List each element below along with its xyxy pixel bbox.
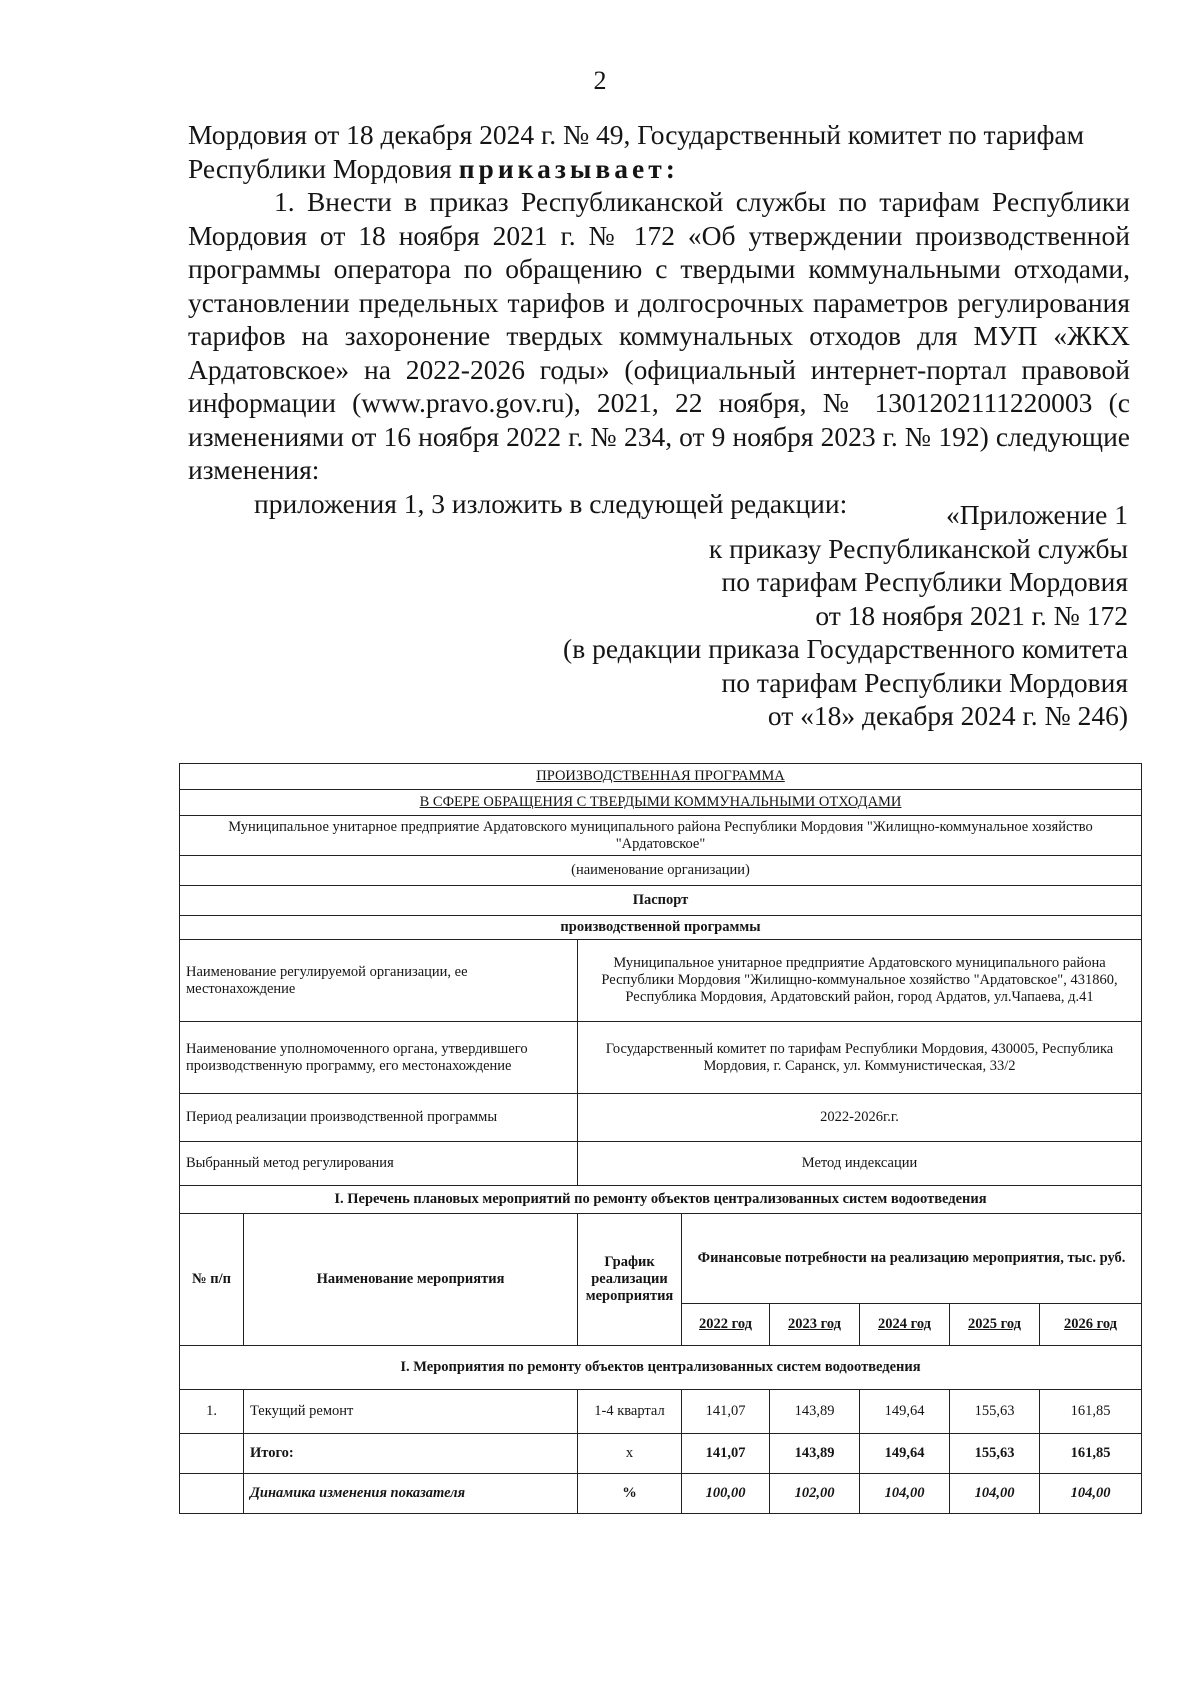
col-header-year: 2023 год bbox=[770, 1304, 860, 1346]
passport-label: Период реализации производственной программы bbox=[180, 1094, 578, 1142]
passport-value: Метод индексации bbox=[578, 1142, 1142, 1186]
passport-label: Выбранный метод регулирования bbox=[180, 1142, 578, 1186]
approval-line-6: по тарифам Республики Мордовия bbox=[721, 666, 1128, 698]
cell-name: Текущий ремонт bbox=[244, 1390, 578, 1434]
dynamics-label: Динамика изменения показателя bbox=[244, 1474, 578, 1514]
total-value: 143,89 bbox=[770, 1434, 860, 1474]
approval-block bbox=[563, 498, 1128, 733]
passport-row bbox=[180, 940, 1142, 1022]
col-header-schedule: График реализации мероприятия bbox=[578, 1214, 682, 1346]
dynamics-value: 104,00 bbox=[1040, 1474, 1142, 1514]
passport-label: Наименование регулируемой организации, ее местонахождение bbox=[180, 940, 578, 1022]
passport-row bbox=[180, 1142, 1142, 1186]
dynamics-value: 104,00 bbox=[950, 1474, 1040, 1514]
table-title-1: ПРОИЗВОДСТВЕННАЯ ПРОГРАММА bbox=[180, 764, 1142, 790]
col-header-finance: Финансовые потребности на реализацию мероприятия, тыс. руб. bbox=[682, 1214, 1142, 1304]
passport-title: Паспорт bbox=[180, 886, 1142, 916]
intro-line-2 bbox=[188, 152, 1130, 186]
total-row bbox=[180, 1434, 1142, 1474]
cell-value: 141,07 bbox=[682, 1390, 770, 1434]
page-number: 2 bbox=[593, 66, 607, 95]
subsection-title: I. Мероприятия по ремонту объектов централизованных систем водоотведения bbox=[180, 1346, 1142, 1390]
dynamics-value: 100,00 bbox=[682, 1474, 770, 1514]
approval-line-1: «Приложение 1 bbox=[946, 499, 1128, 530]
cell-value: 161,85 bbox=[1040, 1390, 1142, 1434]
col-header-year: 2026 год bbox=[1040, 1304, 1142, 1346]
approval-line-4: от 18 ноября 2021 г. № 172 bbox=[815, 599, 1128, 631]
approval-line-3: по тарифам Республики Мордовия bbox=[721, 566, 1128, 597]
cell-value: 155,63 bbox=[950, 1390, 1040, 1434]
intro-line-2-text: Республики Мордовия bbox=[188, 152, 459, 184]
approval-line-2: к приказу Республиканской службы bbox=[708, 532, 1128, 564]
total-label: Итого: bbox=[244, 1434, 578, 1474]
dynamics-row bbox=[180, 1474, 1142, 1514]
dynamics-unit: % bbox=[578, 1474, 682, 1514]
passport-value: Государственный комитет по тарифам Республики Мордовия, 430005, Республика Мордовия, г. Саранск, ул. Коммунистическая, 33/2 bbox=[578, 1022, 1142, 1094]
cell-value: 149,64 bbox=[860, 1390, 950, 1434]
total-value: 161,85 bbox=[1040, 1434, 1142, 1474]
col-header-number: № п/п bbox=[180, 1214, 244, 1346]
passport-value: Муниципальное унитарное предприятие Ардатовского муниципального района Республики Мордовия "Жилищно-коммунальное хозяйство "Ардатовское", 431860, Республика Мордовия, Ардатовский район, город Ардатов, ул.Чапаева, д.41 bbox=[578, 940, 1142, 1022]
production-program-table bbox=[179, 763, 1142, 1514]
table-title-2: В СФЕРЕ ОБРАЩЕНИЯ С ТВЕРДЫМИ КОММУНАЛЬНЫМИ ОТХОДАМИ bbox=[180, 790, 1142, 816]
dynamics-value: 104,00 bbox=[860, 1474, 950, 1514]
order-verb: приказывает: bbox=[458, 152, 679, 184]
cell-empty bbox=[180, 1434, 244, 1474]
cell-number: 1. bbox=[180, 1390, 244, 1434]
passport-subtitle: производственной программы bbox=[180, 916, 1142, 940]
col-header-name: Наименование мероприятия bbox=[244, 1214, 578, 1346]
approval-line-7: от «18» декабря 2024 г. № 246) bbox=[767, 700, 1128, 731]
organization-name: Муниципальное унитарное предприятие Ардатовского муниципального района Республики Мордовия "Жилищно-коммунальное хозяйство "Ардатовское" bbox=[180, 816, 1142, 856]
approval-line-5: (в редакции приказа Государственного комитета bbox=[563, 633, 1128, 664]
total-schedule: х bbox=[578, 1434, 682, 1474]
intro-line-1: Мордовия от 18 декабря 2024 г. № 49, Государственный комитет по тарифам bbox=[188, 119, 1085, 150]
col-header-year: 2025 год bbox=[950, 1304, 1040, 1346]
cell-schedule: 1-4 квартал bbox=[578, 1390, 682, 1434]
paragraph-1: 1. Внести в приказ Республиканской службы по тарифам Республики Мордовия от 18 ноября 2021 г. № 172 «Об утверждении производственной программы оператора по обращению с твердыми коммунальными отходами, установлении предельных тарифов и долгосрочных параметров регулирования тарифов на захоронение твердых коммунальных отходов для МУП «ЖКХ Ардатовское» на 2022-2026 годы» (официальный интернет-портал правовой информации (www.pravo.gov.ru), 2021, 22 ноября, № 1301202111220003 (с изменениями от 16 ноября 2022 г. № 234, от 9 ноября 2023 г. № 192) следующие изменения: bbox=[188, 186, 1130, 485]
passport-row bbox=[180, 1022, 1142, 1094]
col-header-year: 2024 год bbox=[860, 1304, 950, 1346]
col-header-year: 2022 год bbox=[682, 1304, 770, 1346]
total-value: 149,64 bbox=[860, 1434, 950, 1474]
table-row bbox=[180, 1390, 1142, 1434]
organization-caption: (наименование организации) bbox=[180, 856, 1142, 886]
passport-row bbox=[180, 1094, 1142, 1142]
total-value: 141,07 bbox=[682, 1434, 770, 1474]
header-row bbox=[180, 1214, 1142, 1304]
total-value: 155,63 bbox=[950, 1434, 1040, 1474]
passport-value: 2022-2026г.г. bbox=[578, 1094, 1142, 1142]
order-text bbox=[188, 118, 1130, 520]
cell-value: 143,89 bbox=[770, 1390, 860, 1434]
cell-empty bbox=[180, 1474, 244, 1514]
section-title: I. Перечень плановых мероприятий по ремонту объектов централизованных систем водоотведения bbox=[180, 1186, 1142, 1214]
paragraph-2: приложения 1, 3 изложить в следующей редакции: bbox=[254, 487, 848, 519]
passport-label: Наименование уполномоченного органа, утвердившего производственную программу, его местонахождение bbox=[180, 1022, 578, 1094]
dynamics-value: 102,00 bbox=[770, 1474, 860, 1514]
